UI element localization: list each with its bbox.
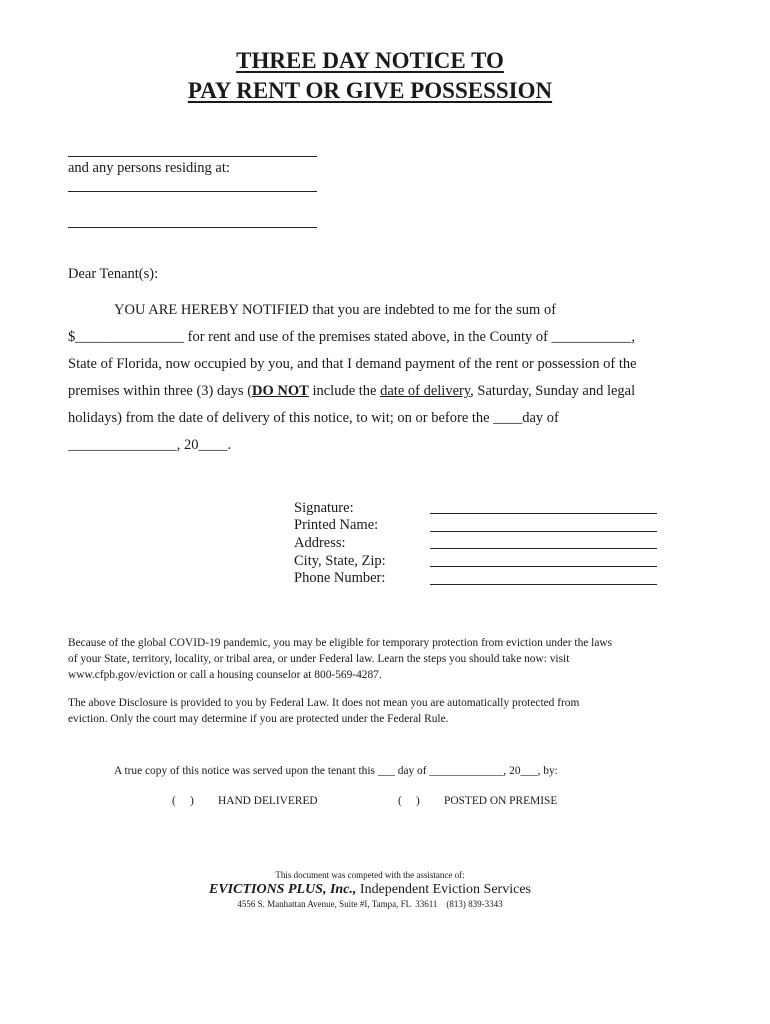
residing-label: and any persons residing at:	[68, 160, 230, 176]
notice-line-4	[68, 383, 635, 400]
phone-number-blank	[430, 584, 657, 585]
date-of-delivery-emphasis: date of delivery	[380, 383, 471, 399]
address-blank-2	[68, 227, 317, 228]
do-not-emphasis: DO NOT	[252, 383, 309, 399]
covid-disclosure-line-1: Because of the global COVID-19 pandemic, you may be eligible for temporary protection from eviction under the laws	[68, 637, 613, 649]
notice-line-4-a: premises within three (3) days (	[68, 383, 253, 399]
federal-disclosure-line-2: eviction. Only the court may determine if you are protected under the Federal Rule.	[68, 713, 449, 725]
company-name: EVICTIONS PLUS, Inc.,	[209, 882, 357, 897]
notice-line-1: YOU ARE HEREBY NOTIFIED that you are indebted to me for the sum of	[114, 302, 557, 318]
address-blank-1	[68, 191, 317, 192]
tenant-name-blank	[68, 156, 317, 157]
hand-delivered-checkbox: ( )	[172, 795, 194, 807]
notice-line-5: holidays) from the date of delivery of this notice, to wit; on or before the ____day of	[68, 410, 559, 426]
city-state-zip-label: City, State, Zip:	[294, 553, 386, 569]
company-line	[0, 882, 740, 898]
posted-on-premise-label: POSTED ON PREMISE	[444, 795, 558, 807]
company-tagline: Independent Eviction Services	[356, 882, 531, 897]
service-statement: A true copy of this notice was served upon the tenant this ___ day of _____________, 20___, by:	[114, 765, 558, 777]
signature-blank	[430, 513, 657, 514]
assistance-note: This document was competed with the assistance of:	[275, 870, 465, 880]
salutation: Dear Tenant(s):	[68, 266, 159, 282]
hand-delivered-label: HAND DELIVERED	[218, 795, 318, 807]
notice-line-2: $_______________ for rent and use of the premises stated above, in the County of ___________,	[68, 329, 636, 345]
page-title-line-2: PAY RENT OR GIVE POSSESSION	[187, 78, 553, 103]
notice-line-4-b: include the	[308, 383, 381, 399]
posted-on-premise-checkbox: ( )	[398, 795, 420, 807]
phone-number-label: Phone Number:	[294, 570, 386, 586]
notice-line-4-c: , Saturday, Sunday and legal	[470, 383, 636, 399]
city-state-zip-blank	[430, 566, 657, 567]
printed-name-label: Printed Name:	[294, 517, 379, 533]
page-title-line-1: THREE DAY NOTICE TO	[236, 48, 504, 73]
covid-disclosure-line-3: www.cfpb.gov/eviction or call a housing counselor at 800-569-4287.	[68, 669, 382, 681]
address-label: Address:	[294, 535, 346, 551]
signature-label: Signature:	[294, 500, 354, 516]
notice-line-3: State of Florida, now occupied by you, and that I demand payment of the rent or possession of the	[68, 356, 637, 372]
notice-line-6: _______________, 20____.	[68, 437, 232, 453]
covid-disclosure-line-2: of your State, territory, locality, or tribal area, or under Federal law. Learn the steps you should take now: visit	[68, 653, 570, 665]
company-address: 4556 S. Manhattan Avenue, Suite #I, Tampa, FL 33611 (813) 839-3343	[237, 899, 503, 909]
federal-disclosure-line-1: The above Disclosure is provided to you by Federal Law. It does not mean you are automatically protected from	[68, 697, 580, 709]
printed-name-blank	[430, 531, 657, 532]
address-blank	[430, 548, 657, 549]
